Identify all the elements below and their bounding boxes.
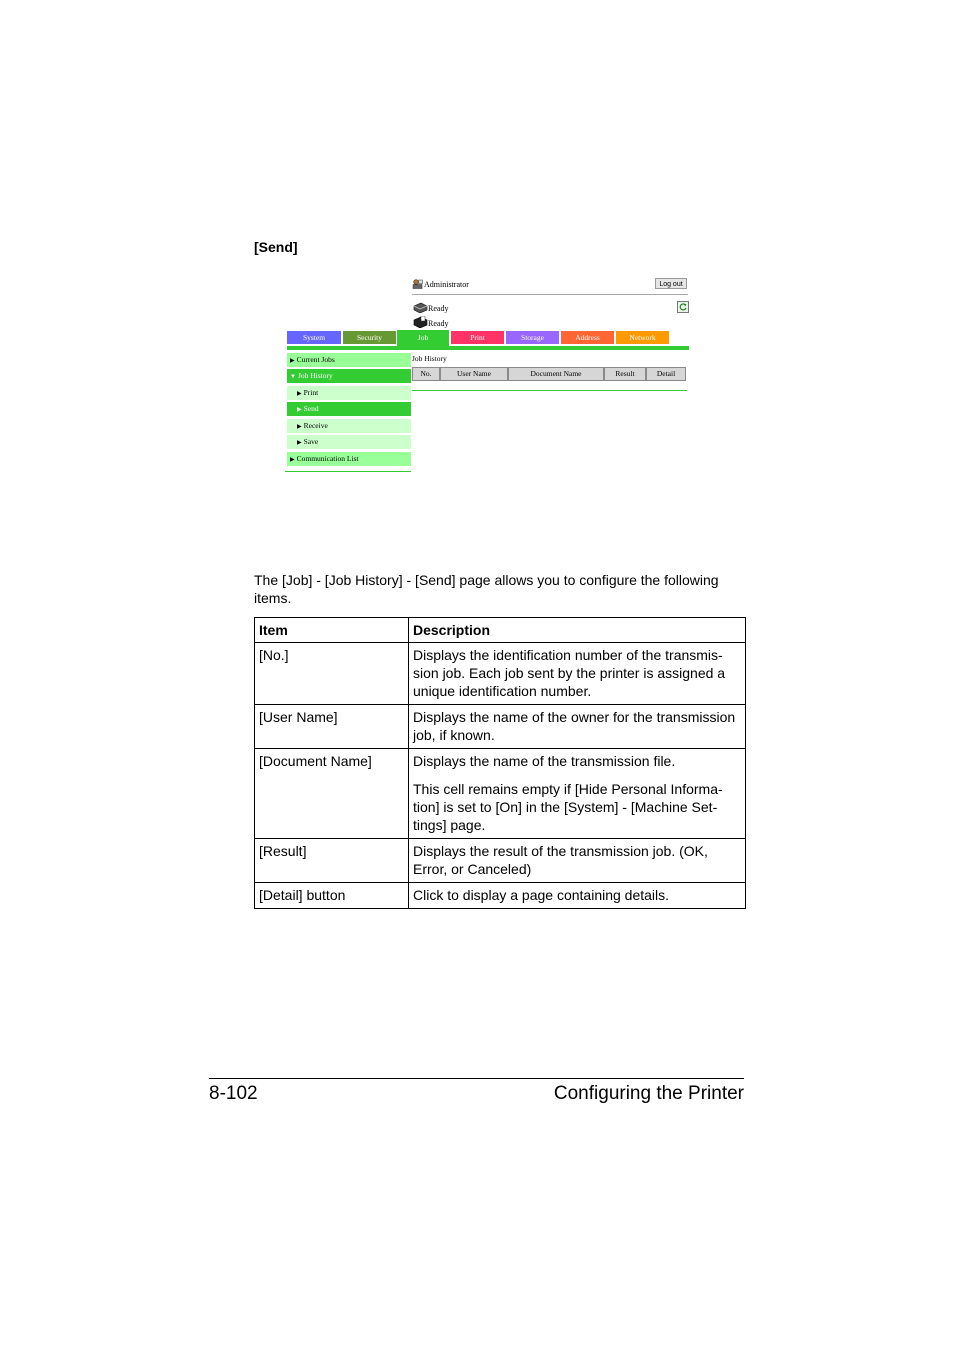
description-cell: Click to display a page containing details. (409, 883, 746, 909)
scanner-status-label: Ready (428, 319, 449, 328)
description-cell: Displays the name of the transmission file. This cell remains empty if [Hide Personal Informa-tion] is set to [On] in the [System] - [Machine Set-tings] page. (409, 749, 746, 839)
item-cell: [User Name] (255, 705, 409, 749)
tab-underline (287, 346, 689, 350)
tab-security[interactable]: Security (343, 331, 396, 344)
arrow-down-icon: ▼ (290, 374, 296, 380)
sidebar-item-receive[interactable]: ▶ Receive (287, 419, 411, 433)
item-description-table (254, 617, 746, 909)
tab-print[interactable]: Print (451, 331, 504, 344)
column-header-document-name: Document Name (508, 367, 604, 381)
footer-rule (209, 1078, 744, 1079)
column-header-result: Result (604, 367, 646, 381)
header-divider (412, 294, 688, 295)
description-cell: Displays the result of the transmission job. (OK, Error, or Canceled) (409, 839, 746, 883)
sidebar-item-current-jobs[interactable]: ▶ Current Jobs (287, 353, 411, 367)
page-number: 8-102 (209, 1083, 258, 1104)
content-title: Job History (412, 354, 447, 363)
printer-icon (412, 301, 428, 313)
refresh-icon[interactable] (677, 301, 689, 313)
logout-button[interactable]: Log out (655, 278, 687, 289)
description-cell: Displays the identification number of the transmis-sion job. Each job sent by the printer is assigned a unique identification number. (409, 643, 746, 705)
sidebar-item-send[interactable]: ▶ Send (287, 402, 411, 416)
column-header-no: No. (412, 367, 440, 381)
arrow-right-icon: ▶ (297, 407, 302, 413)
content-underline (412, 390, 687, 391)
section-heading: [Send] (254, 239, 298, 255)
description-cell: Displays the name of the owner for the transmission job, if known. (409, 705, 746, 749)
scanner-icon (412, 316, 428, 328)
administrator-icon (412, 279, 423, 289)
item-cell: [Result] (255, 839, 409, 883)
sidebar-item-job-history[interactable]: ▼ Job History (287, 369, 411, 383)
column-header-detail: Detail (646, 367, 686, 381)
header-item: Item (255, 618, 409, 643)
printer-status-label: Ready (428, 304, 449, 313)
table-row (255, 749, 746, 839)
arrow-right-icon: ▶ (297, 424, 302, 430)
tab-job[interactable]: Job (397, 330, 449, 348)
header-description: Description (409, 618, 746, 643)
chapter-title: Configuring the Printer (553, 1083, 744, 1104)
table-row (255, 643, 746, 705)
arrow-right-icon: ▶ (297, 440, 302, 446)
scanner-status (412, 316, 448, 328)
item-cell: [Detail] button (255, 883, 409, 909)
table-row (255, 839, 746, 883)
item-cell: [Document Name] (255, 749, 409, 839)
printer-status (412, 301, 448, 313)
column-header-user-name: User Name (440, 367, 508, 381)
tab-system[interactable]: System (287, 331, 341, 344)
tab-network[interactable]: Network (616, 331, 669, 344)
item-cell: [No.] (255, 643, 409, 705)
table-header-row (255, 618, 746, 643)
tab-storage[interactable]: Storage (506, 331, 559, 344)
tab-address[interactable]: Address (561, 331, 614, 344)
web-ui-screenshot (284, 276, 692, 476)
table-row (255, 705, 746, 749)
admin-label: Administrator (424, 279, 469, 289)
arrow-right-icon: ▶ (297, 391, 302, 397)
intro-paragraph: The [Job] - [Job History] - [Send] page allows you to configure the following items. (254, 572, 719, 606)
sidebar-item-print[interactable]: ▶ Print (287, 386, 411, 400)
sidebar-item-communication-list[interactable]: ▶ Communication List (287, 452, 411, 466)
sidebar-item-save[interactable]: ▶ Save (287, 435, 411, 449)
table-row (255, 883, 746, 909)
arrow-right-icon: ▶ (290, 457, 295, 463)
arrow-right-icon: ▶ (290, 358, 295, 364)
admin-indicator (412, 279, 469, 289)
job-history-table-header (412, 367, 687, 381)
sidebar-underline (285, 471, 411, 472)
